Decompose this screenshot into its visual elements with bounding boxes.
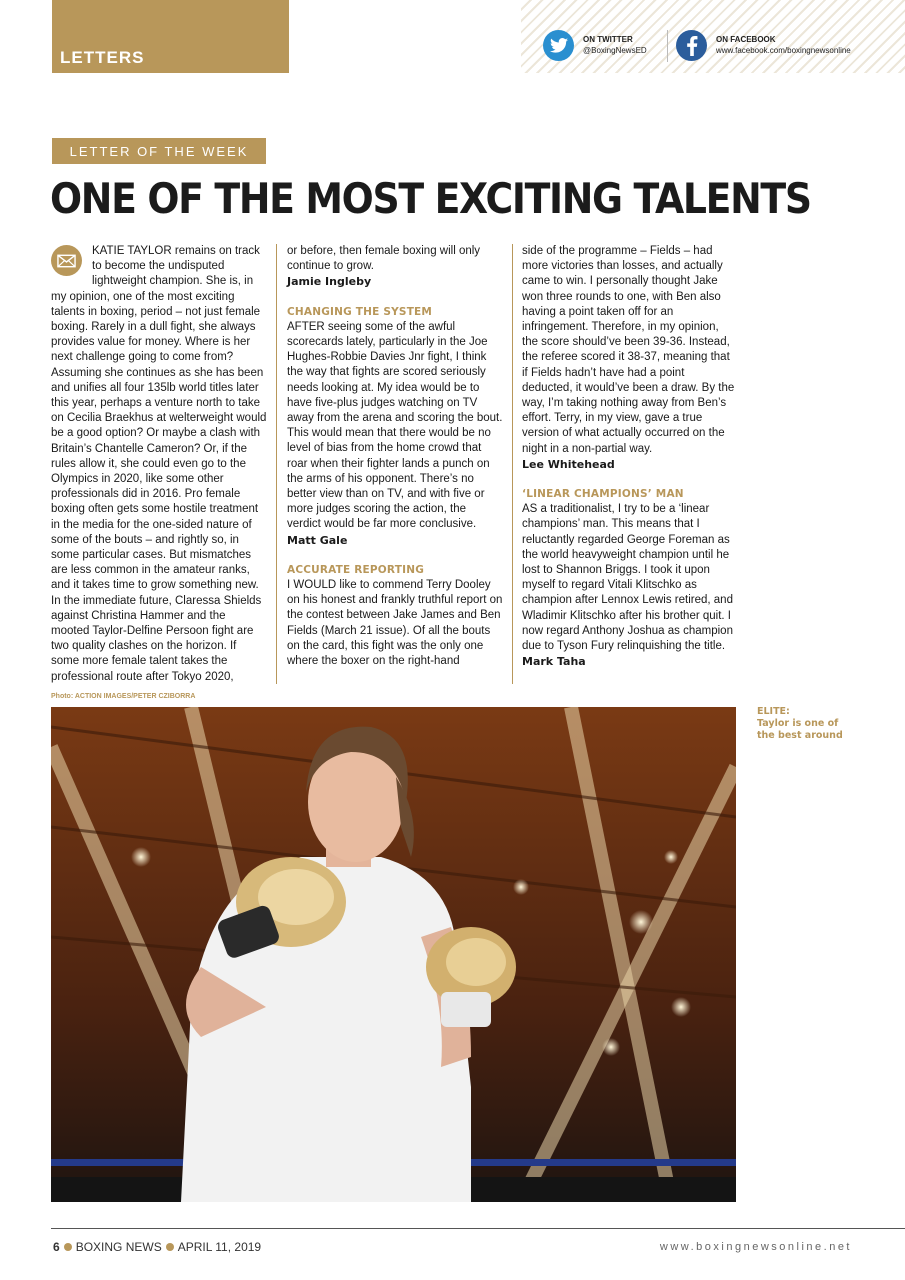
facebook-handle: www.facebook.com/boxingnewsonline [716, 46, 851, 55]
letter-4-author: Mark Taha [522, 655, 586, 669]
letter-1-body: KATIE TAYLOR remains on track to become the undisputed lightweight champion. She is, in my opinion, one of the most exciting talents in boxing, period – not just female boxing. Rarely in a dull fight, she always provides value for money. Where is her next challenge going to come from? Assuming she continues as she has been and unifies all four 135lb world titles later this year, perhaps a venture north to take on Cecilia Braekhus at welterweight would be a good option? Or maybe a clash with Britain’s Chantelle Cameron? Or, if the rules allow it, she could even go to the Olympics in 2020, like some other professionals did in 2016. Pro female boxing often gets some hostile treatment in the media for the one-sided nature of some of the bouts – and rightly so, in some particular cases. But mismatches are less common in the amateur ranks, and it takes time to grow something new. In the immediate future, Claressa Shields against Christina Hammer and the mooted Taylor-Delfine Persoon fight are two quality clashes on the horizon. If some more female talent takes the professional route after Tokyo 2020, [51, 245, 267, 683]
column-rule-2 [512, 244, 513, 684]
facebook-label: ON FACEBOOK [716, 35, 776, 44]
page-number: 6 [53, 1240, 60, 1254]
caption-label: ELITE: [757, 706, 790, 717]
headline: ONE OF THE MOST EXCITING TALENTS [50, 174, 811, 223]
publication-name: BOXING NEWS [75, 1240, 162, 1254]
column-2 [287, 244, 503, 669]
photo-caption [757, 706, 857, 742]
column-3 [522, 244, 736, 669]
twitter-handle: @BoxingNewsED [583, 46, 647, 55]
letter-3-body: I WOULD like to commend Terry Dooley on his honest and frankly truthful report on the contest between Jake James and Ben Fields (March 21 issue). Of all the bouts on the card, this fight was the only one where the boxer on the right-hand [287, 579, 503, 668]
twitter-link[interactable] [543, 30, 647, 61]
boxer-illustration [51, 707, 736, 1202]
letter-2-title: CHANGING THE SYSTEM [287, 305, 433, 318]
boxer-photo [51, 707, 736, 1202]
letter-1-author: Jamie Ingleby [287, 275, 372, 289]
issue-date: APRIL 11, 2019 [177, 1240, 262, 1254]
envelope-icon [51, 245, 82, 276]
letter-2-body: AFTER seeing some of the awful scorecards lately, particularly in the Joe Hughes-Robbie Davies Jnr fight, I think the way that fights are scored seriously needs looking at. My idea would be to have five-plus judges watching on TV away from the arena and scoring the bout. This would mean that there would be no level of bias from the home crowd that roar when their fighter lands a punch on the arms of his opponent. There’s no better view than on TV, and with five or more judges scoring the action, the verdict would be far more conclusive. [287, 320, 503, 531]
letter-1-body-continued: or before, then female boxing will only continue to grow. [287, 245, 481, 273]
website-link[interactable]: www.boxingnewsonline.net [659, 1241, 852, 1253]
letter-3-body-continued: side of the programme – Fields – had more victories than losses, and actually came to win. I personally thought Jake won three rounds to one, with Ben also having a point taken off for an infringement. Therefore, in my opinion, the score should’ve been 39-36. Instead, the referee scored it 38-37, meaning that if Fields hadn’t have had a point deducted, it would’ve been a draw. By the way, I’m taking nothing away from Ben’s effort. Terry, in my view, gave a true version of what actually occurred on the night in a non-partial way. [522, 245, 735, 455]
caption-text: Taylor is one of the best around [757, 718, 843, 741]
section-tab [52, 0, 289, 73]
letter-2-author: Matt Gale [287, 533, 348, 547]
facebook-link[interactable] [676, 30, 851, 61]
twitter-label: ON TWITTER [583, 35, 633, 44]
letter-3-author: Lee Whitehead [522, 457, 615, 471]
photo-credit: Photo: ACTION IMAGES/PETER CZIBORRA [51, 693, 196, 700]
footer-folio [53, 1240, 261, 1254]
column-rule-1 [276, 244, 277, 684]
column-1 [51, 244, 267, 685]
letter-4-body: AS a traditionalist, I try to be a ‘linear champions’ man. This means that I reluctantly regarded George Foreman as the world heavyweight champion until he lost to Shannon Briggs. I took it upon myself to regard Vitali Klitschko as champion after Lennox Lewis retired, and Wladimir Klitschko after his brother quit. I now regard Anthony Joshua as champion due to Tyson Fury relinquishing the title. [522, 503, 733, 653]
bullet-dot-icon [166, 1243, 174, 1251]
twitter-icon [543, 30, 574, 61]
social-links [521, 0, 905, 73]
facebook-icon [676, 30, 707, 61]
kicker-letter-of-the-week: LETTER OF THE WEEK [52, 138, 266, 164]
bullet-dot-icon [64, 1243, 72, 1251]
social-divider [667, 30, 668, 62]
section-title: LETTERS [60, 48, 145, 67]
letter-4-title: ‘LINEAR CHAMPIONS’ MAN [522, 488, 684, 501]
footer-rule [51, 1228, 905, 1229]
letter-3-title: ACCURATE REPORTING [287, 563, 425, 576]
